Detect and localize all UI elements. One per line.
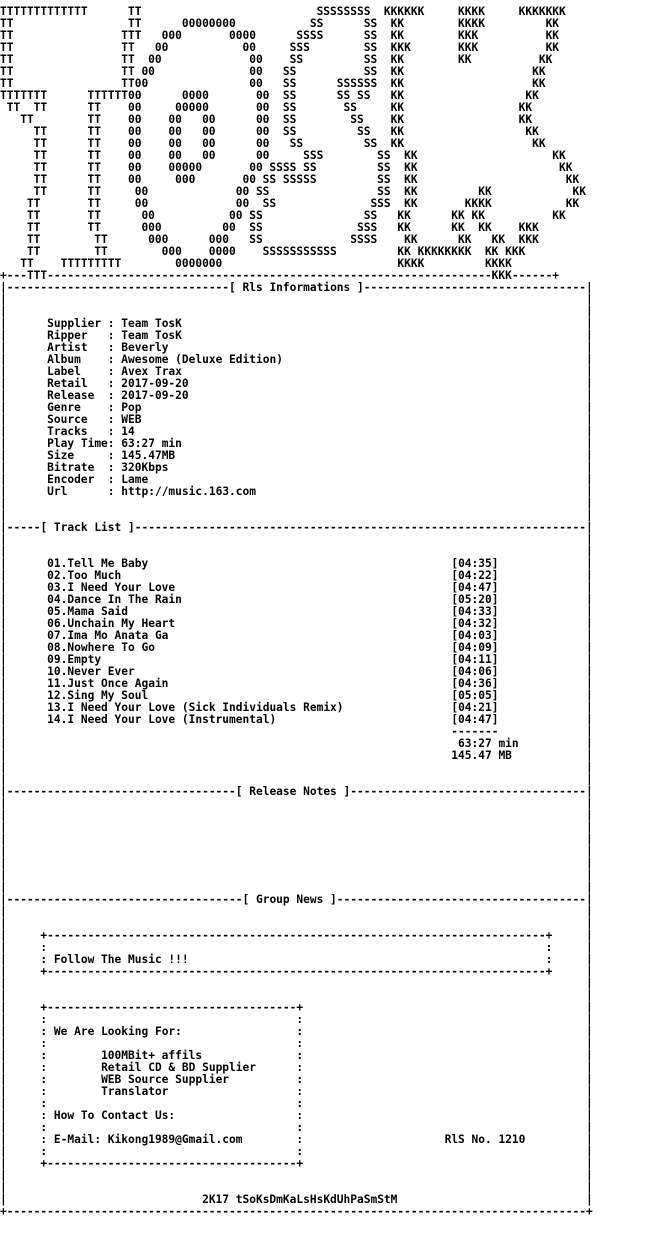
blank-line: | | (0, 869, 593, 882)
blank-line: | | (0, 293, 593, 306)
logo-art-line: TT TT 00 00 00 00 SS SS KK KK (0, 113, 533, 126)
contact-title-row: | : How To Contact Us: : | (0, 1109, 593, 1122)
contact-box-pad: | : : | (0, 1013, 593, 1026)
track-title: 06.Unchain My Heart (47, 617, 176, 630)
rls-info-title-rule: |---------------------------------[ Rls Informations ]---------------------------------| (0, 281, 593, 294)
info-value: Lame (121, 473, 149, 486)
info-row: | Retail : 2017-09-20 | (0, 377, 593, 390)
track-row: | 07.Ima Mo Anata Ga [04:03] | (0, 629, 593, 642)
footer-border: +--------------------------------------------------------------------------------------+ (0, 1205, 593, 1218)
track-duration: [04:33] (451, 605, 499, 618)
track-duration: [04:36] (451, 677, 499, 690)
info-label: Genre (47, 401, 108, 414)
track-title: 10.Never Ever (47, 665, 135, 678)
blank-line: | | (0, 905, 593, 918)
info-row: | Release : 2017-09-20 | (0, 389, 593, 402)
follow-box-pad: | : : | (0, 941, 593, 954)
info-row: | Play Time: 63:27 min | (0, 437, 593, 450)
blank-line: | | (0, 761, 593, 774)
logo-art-line: TT TT 00 00 SS SS KK KK KK (0, 185, 586, 198)
looking-for-item-row: | : Retail CD & BD Supplier : | (0, 1061, 593, 1074)
logo-art-line: TT TT 00 00 SSS SS KKK KKK KK (0, 41, 560, 54)
info-label: Encoder (47, 473, 108, 486)
logo-art-line: TT TTTTTTTTT 0000000 KKKK KKKK (0, 257, 512, 270)
contact-email-row: | : E-Mail: Kikong1989@Gmail.com : RlS No. 1210 | (0, 1133, 593, 1146)
blank-line: | | (0, 989, 593, 1002)
info-label: Source (47, 413, 108, 426)
track-row: | 04.Dance In The Rain [05:20] | (0, 593, 593, 606)
track-title: 05.Mama Said (47, 605, 128, 618)
group-news-title: [ Group News ] (242, 893, 337, 906)
contact-box-top: | +-------------------------------------+ | (0, 1001, 593, 1014)
logo-art-line: TTTTTTTTTTTTT TT SSSSSSSS KKKKKK KKKK KKKKKKK (0, 5, 566, 18)
looking-for-title: We Are Looking For: (53, 1025, 182, 1038)
looking-for-item: 100MBit+ affils (101, 1049, 203, 1062)
logo-art-line: TT TT 00 00 SS SS KK KK (0, 65, 546, 78)
track-duration: [04:21] (451, 701, 499, 714)
blank-line: | | (0, 497, 593, 510)
track-duration: [04:32] (451, 617, 499, 630)
info-label: Size (47, 449, 108, 462)
blank-line: | | (0, 305, 593, 318)
info-label: Url (47, 485, 108, 498)
info-row: | Supplier : Team TosK | (0, 317, 593, 330)
info-value: http://music.163.com (121, 485, 256, 498)
logo-art-line: TT TT 00 00 00 00 SSS SS KK KK (0, 149, 566, 162)
follow-box-row: | : Follow The Music !!! : | (0, 953, 593, 966)
logo-art-line: TT TTT 000 0000 SSSS SS KK KKK KK (0, 29, 560, 42)
total-size: 145.47 MB (451, 749, 512, 762)
track-title: 12.Sing My Soul (47, 689, 149, 702)
track-row: | 03.I Need Your Love [04:47] | (0, 581, 593, 594)
logo-art-line: TTTTTTT TTTTTT00 0000 00 SS SS SS KK KK (0, 89, 539, 102)
track-duration: [04:47] (451, 581, 499, 594)
info-row: | Size : 145.47MB | (0, 449, 593, 462)
contact-box-bottom: | +-------------------------------------+ | (0, 1157, 593, 1170)
track-title: 07.Ima Mo Anata Ga (47, 629, 169, 642)
blank-line: | | (0, 545, 593, 558)
track-duration: [05:20] (451, 593, 499, 606)
contact-box-pad: | : : | (0, 1145, 593, 1158)
track-duration: [04:06] (451, 665, 499, 678)
track-title: 09.Empty (47, 653, 102, 666)
track-duration: [04:22] (451, 569, 499, 582)
track-duration: [04:11] (451, 653, 499, 666)
info-label: Ripper (47, 329, 108, 342)
track-row: | 09.Empty [04:11] | (0, 653, 593, 666)
info-value: 320Kbps (121, 461, 169, 474)
info-row: | Url : http://music.163.com | (0, 485, 593, 498)
info-row: | Bitrate : 320Kbps | (0, 461, 593, 474)
logo-art-line: TT TT 00 000 00 SS SSSSS SS KK KK (0, 173, 580, 186)
track-row: | 14.I Need Your Love (Instrumental) [04:47] | (0, 713, 593, 726)
info-label: Album (47, 353, 108, 366)
track-row: | 02.Too Much [04:22] | (0, 569, 593, 582)
track-row: | 11.Just Once Again [04:36] | (0, 677, 593, 690)
blank-line: | | (0, 977, 593, 990)
logo-art-line: TT TT 000 000 SS SSSS KK KK KK KKK (0, 233, 539, 246)
info-value: Team TosK (121, 329, 182, 342)
track-duration: [05:05] (451, 689, 499, 702)
info-value: 145.47MB (121, 449, 176, 462)
blank-line: | | (0, 833, 593, 846)
contact-email: E-Mail: Kikong1989@Gmail.com (53, 1133, 243, 1146)
contact-box-pad: | : : | (0, 1037, 593, 1050)
track-row: | 13.I Need Your Love (Sick Individuals Remix) [04:21] | (0, 701, 593, 714)
contact-box-pad: | : : | (0, 1121, 593, 1134)
follow-box-bottom: | +--------------------------------------------------------------------------+ | (0, 965, 593, 978)
info-value: 2017-09-20 (121, 377, 189, 390)
tracklist-title-rule: |-----[ Track List ]-------------------------------------------------------------------| (0, 521, 593, 534)
logo-art-line: TT TT 00 00000 00 SSSS SS SS KK KK (0, 161, 573, 174)
track-title: 01.Tell Me Baby (47, 557, 149, 570)
track-duration: [04:03] (451, 629, 499, 642)
blank-line: | | (0, 821, 593, 834)
track-row: | 05.Mama Said [04:33] | (0, 605, 593, 618)
info-value: Beverly (121, 341, 169, 354)
tracklist-total-rule: ------- (451, 725, 499, 738)
release-notes-title-rule: |----------------------------------[ Release Notes ]-----------------------------------| (0, 785, 593, 798)
blank-line: | | (0, 1169, 593, 1182)
looking-for-row: | : We Are Looking For: : | (0, 1025, 593, 1038)
track-title: 03.I Need Your Love (47, 581, 176, 594)
tracklist-title: [ Track List ] (40, 521, 135, 534)
total-size-row: | 145.47 MB | (0, 749, 593, 762)
info-value: 14 (121, 425, 135, 438)
blank-line: | | (0, 809, 593, 822)
info-row: | Source : WEB | (0, 413, 593, 426)
looking-for-item-row: | : WEB Source Supplier : | (0, 1073, 593, 1086)
total-time: 63:27 min (458, 737, 519, 750)
blank-line: | | (0, 533, 593, 546)
group-news-title-rule: |-----------------------------------[ Group News ]-------------------------------------| (0, 893, 593, 906)
blank-line: | | (0, 509, 593, 522)
looking-for-item: Translator (101, 1085, 169, 1098)
blank-line: | | (0, 845, 593, 858)
info-label: Bitrate (47, 461, 108, 474)
info-row: | Album : Awesome (Deluxe Edition) | (0, 353, 593, 366)
contact-title: How To Contact Us: (53, 1109, 176, 1122)
track-row: | 08.Nowhere To Go [04:09] | (0, 641, 593, 654)
logo-art-line: TT TT 00 00 SS SS KK KK KK KK (0, 209, 566, 222)
logo-art-line: TT TT00 00 SS SSSSSS KK KK (0, 77, 546, 90)
logo-art-line: +---TTT------------------------------------------------------------------KKK------+ (0, 269, 560, 282)
info-row: | Label : Avex Trax | (0, 365, 593, 378)
follow-text: Follow The Music !!! (53, 953, 189, 966)
footer-signature-row: | 2K17 tSoKsDmKaLsHsKdUhPaSmStM | (0, 1193, 593, 1206)
track-title: 02.Too Much (47, 569, 122, 582)
info-row: | Tracks : 14 | (0, 425, 593, 438)
logo-art-line: TT TT TT 00 00000 00 SS SS KK KK (0, 101, 533, 114)
track-duration: [04:35] (451, 557, 499, 570)
release-notes-title: [ Release Notes ] (235, 785, 351, 798)
release-number: RlS No. 1210 (444, 1133, 526, 1146)
track-title: 11.Just Once Again (47, 677, 169, 690)
blank-line: | | (0, 881, 593, 894)
info-row: | Encoder : Lame | (0, 473, 593, 486)
track-row: | 10.Never Ever [04:06] | (0, 665, 593, 678)
info-value: Awesome (Deluxe Edition) (121, 353, 283, 366)
logo-art-line: TT TT 00 00 SS SS KK KK KK (0, 53, 553, 66)
logo-art-line: TT TT 00 00 00 00 SS SS KK KK (0, 125, 539, 138)
total-rule-row: | ------- | (0, 725, 593, 738)
looking-for-item: Retail CD & BD Supplier (101, 1061, 256, 1074)
info-value: Avex Trax (121, 365, 182, 378)
info-label: Supplier (47, 317, 108, 330)
info-label: Label (47, 365, 108, 378)
contact-box-pad: | : : | (0, 1097, 593, 1110)
logo-art-line: TT TT 00 00 00 00 SS SS KK KK (0, 137, 546, 150)
logo-art-line: TT TT 000 0000 SSSSSSSSSSS KK KKKKKKKK KK KKK (0, 245, 526, 258)
info-label: Release (47, 389, 108, 402)
info-label: Retail (47, 377, 108, 390)
total-time-row: | 63:27 min | (0, 737, 593, 750)
logo-art-line: TT TT 00000000 SS SS KK KKKK KK (0, 17, 560, 30)
track-title: 14.I Need Your Love (Instrumental) (47, 713, 277, 726)
blank-line: | | (0, 857, 593, 870)
info-row: | Artist : Beverly | (0, 341, 593, 354)
looking-for-item-row: | : Translator : | (0, 1085, 593, 1098)
info-row: | Genre : Pop | (0, 401, 593, 414)
track-title: 08.Nowhere To Go (47, 641, 155, 654)
info-value: Pop (121, 401, 142, 414)
track-title: 13.I Need Your Love (Sick Individuals Remix) (47, 701, 344, 714)
track-duration: [04:47] (451, 713, 499, 726)
info-value: WEB (121, 413, 142, 426)
track-row: | 12.Sing My Soul [05:05] | (0, 689, 593, 702)
track-title: 04.Dance In The Rain (47, 593, 182, 606)
follow-box-top: | +--------------------------------------------------------------------------+ | (0, 929, 593, 942)
track-row: | 01.Tell Me Baby [04:35] | (0, 557, 593, 570)
blank-line: | | (0, 797, 593, 810)
logo-art-line: TT TT 00 00 SS SSS KK KKKK KK (0, 197, 580, 210)
blank-line: | | (0, 773, 593, 786)
blank-line: | | (0, 1181, 593, 1194)
info-value: 2017-09-20 (121, 389, 189, 402)
rls-info-title: [ Rls Informations ] (229, 281, 364, 294)
info-label: Play Time (47, 437, 108, 450)
info-value: 63:27 min (121, 437, 182, 450)
blank-line: | | (0, 917, 593, 930)
info-label: Tracks (47, 425, 108, 438)
logo-art-line: TT TT 000 00 SS SSS KK KK KK KKK (0, 221, 539, 234)
looking-for-item-row: | : 100MBit+ affils : | (0, 1049, 593, 1062)
track-row: | 06.Unchain My Heart [04:32] | (0, 617, 593, 630)
info-row: | Ripper : Team TosK | (0, 329, 593, 342)
footer-signature: 2K17 tSoKsDmKaLsHsKdUhPaSmStM (202, 1193, 398, 1206)
info-label: Artist (47, 341, 108, 354)
track-duration: [04:09] (451, 641, 499, 654)
looking-for-item: WEB Source Supplier (101, 1073, 230, 1086)
info-value: Team TosK (121, 317, 182, 330)
